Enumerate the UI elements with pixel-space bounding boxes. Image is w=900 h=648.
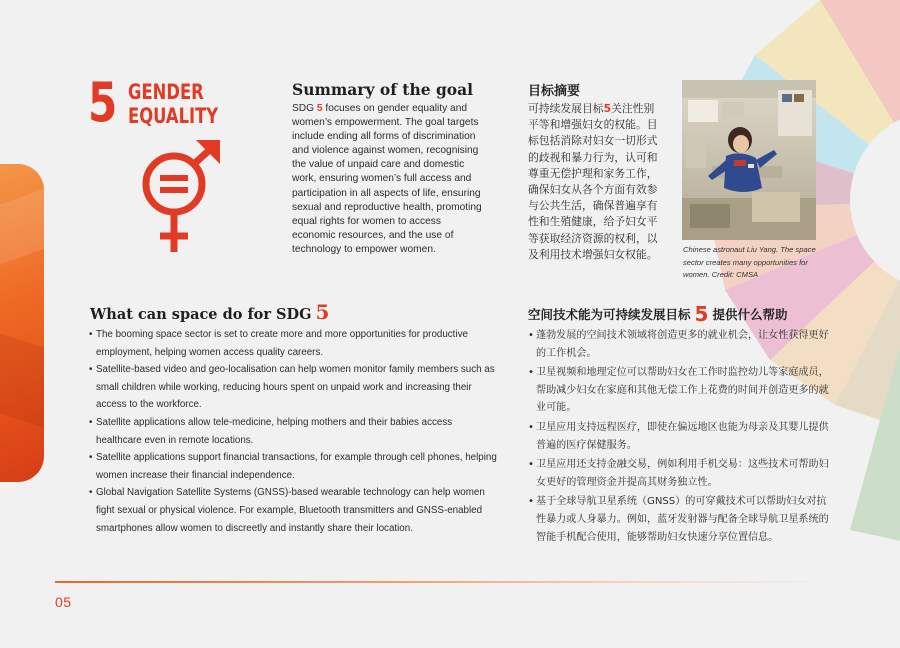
space-heading-cn: 空间技术能为可持续发展目标 5 提供什么帮助 [528, 302, 788, 326]
summary-cn-sdg-number: 5 [603, 102, 612, 115]
page-number: 05 [55, 594, 72, 610]
footer-divider [55, 581, 835, 583]
sdg-title [128, 80, 218, 128]
list-item: • Satellite applications support financial transactions, for example through cell phones, helping women increase their financial independence. [90, 449, 500, 484]
list-item: • Satellite applications allow tele-medicine, helping mothers and their babies access healthcare even in remote locations. [90, 414, 500, 449]
sdg-title-line2: EQUALITY [128, 104, 219, 128]
space-heading: What can space do for SDG 5 [90, 300, 330, 324]
list-item: • 基于全球导航卫星系统（GNSS）的可穿戴技术可以帮助妇女对抗性暴力或人身暴力。例如，蓝牙发射器与配备全球导航卫星系统的智能手机配合使用，能够帮助妇女快速分享位置信息。 [528, 493, 834, 546]
sdg-number: 5 [88, 71, 116, 134]
space-benefits-list [90, 326, 500, 537]
summary-body-cn: 可持续发展目标5关注性别平等和增强妇女的权能。目标包括消除对妇女一切形式的歧视和暴力行为，认可和尊重无偿护理和家务工作，确保妇女从各个方面有效参与公共生活，确保普遍享有性和生殖健康，给予妇女平等获取经济资源的权利，以及利用技术增强妇女权能。 [528, 102, 658, 261]
list-item: • 卫星应用还支持金融交易，例如利用手机交易：这些技术可帮助妇女更好的管理资金并提高其财务独立性。 [528, 456, 834, 491]
list-item: • Global Navigation Satellite Systems (GNSS)-based wearable technology can help women fight sexual or physical violence. For example, Bluetooth transmitters and GNSS-enabled smartphones allow women to discreetly and instantly share their location. [90, 484, 500, 537]
sdg-title-line1: GENDER [128, 80, 204, 104]
photo-caption: Chinese astronaut Liu Yang. The space sector creates many opportunities for women. Credit: CMSA [683, 245, 816, 279]
list-item: • The booming space sector is set to create more and more opportunities for productive employment, helping women access quality careers. [90, 326, 500, 361]
summary-heading: Summary of the goal [292, 80, 474, 99]
space-benefits-list-cn [528, 327, 834, 548]
list-item: • 卫星视频和地理定位可以帮助妇女在工作时监控幼儿等家庭成员，帮助减少妇女在家庭和其他无偿工作上花费的时间并创造更多的就业可能。 [528, 364, 834, 417]
list-item: • Satellite-based video and geo-localisation can help women monitor family members such as small children while working, reducing hours spent on unpaid work and increasing their access to the workforce. [90, 361, 500, 414]
decorative-side-tab [0, 164, 44, 482]
space-heading-cn-number: 5 [694, 302, 709, 326]
list-item: • 卫星应用支持远程医疗，即使在偏远地区也能为母亲及其婴儿提供普遍的医疗保健服务。 [528, 419, 834, 454]
summary-body: SDG 5 focuses on gender equality and women’s empowerment. The goal targets include ending all forms of discrimination and violence against women, recognising the value of unpaid care and domestic work, ensuring women’s full access and participation in all aspects of life, ensuring sexual and reproductive health, promoting equal rights for women to access economic resources, and the use of technology to empower women. [292, 103, 482, 255]
space-heading-number: 5 [315, 300, 330, 324]
gender-equality-icon [134, 140, 226, 258]
astronaut-photo [682, 80, 816, 240]
list-item: • 蓬勃发展的空间技术领域将创造更多的就业机会，让女性获得更好的工作机会。 [528, 327, 834, 362]
summary-heading-cn: 目标摘要 [528, 84, 581, 99]
summary-sdg-number: 5 [316, 103, 323, 114]
